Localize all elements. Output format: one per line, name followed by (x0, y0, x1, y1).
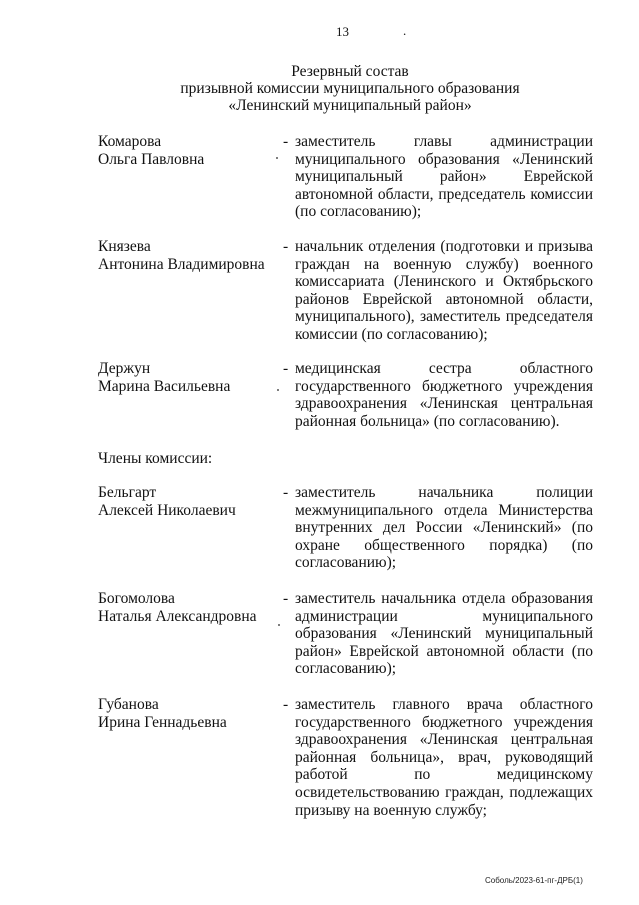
entry-dash: - (283, 590, 289, 607)
person-position: медицинская сестра областного государственного бюджетного учреждения здравоохранения «Ленинская центральная районная больница» (по согласованию). (295, 360, 593, 430)
person-name (98, 238, 283, 273)
scan-speck (278, 624, 280, 626)
person-name (98, 696, 283, 731)
person-given-name: Марина Васильевна (98, 377, 231, 395)
page-number: 13 (336, 24, 349, 39)
person-surname: Комарова (98, 133, 162, 150)
person-position: начальник отделения (подготовки и призыва граждан на военную службу) военного комиссариата (Ленинского и Октябрьского районов Еврейской автономной области, муниципального), заместитель председателя комиссии (по согласованию); (295, 238, 593, 343)
entry-dash: - (283, 696, 289, 713)
page-dot: . (403, 23, 407, 38)
person-surname: Держун (98, 360, 151, 377)
person-position: заместитель главы администрации муниципального образования «Ленинский муниципальный район» Еврейской автономной области, председатель комиссии (по согласованию); (295, 133, 593, 221)
scan-speck (277, 389, 279, 391)
title-line-3: «Ленинский муниципальный район» (228, 97, 472, 114)
person-given-name: Ольга Павловна (98, 150, 205, 168)
scan-speck (276, 157, 278, 159)
title-line-1: Резервный состав (291, 63, 409, 80)
person-name (98, 590, 283, 625)
entry-dash: - (283, 133, 289, 150)
person-name (98, 133, 283, 168)
document-title (140, 63, 560, 114)
person-surname: Бельгарт (98, 484, 157, 501)
person-given-name: Алексей Николаевич (98, 501, 236, 519)
person-position: заместитель начальника полиции межмуниципального отдела Министерства внутренних дел России «Ленинский» (по охране общественного порядка) (по согласованию); (295, 484, 593, 572)
person-name (98, 484, 283, 519)
entry-dash: - (283, 360, 289, 377)
person-position: заместитель начальника отдела образования администрации муниципального образования «Ленинский муниципальный район» Еврейской автономной области (по согласованию); (295, 590, 593, 678)
person-name (98, 360, 283, 395)
person-given-name: Антонина Владимировна (98, 255, 265, 273)
entry-dash: - (283, 484, 289, 501)
person-given-name: Ирина Геннадьевна (98, 713, 227, 731)
person-surname: Богомолова (98, 590, 175, 607)
section-heading-members: Члены комиссии: (98, 450, 213, 467)
document-code: Соболь/2023-61-пг-ДРБ(1) (485, 876, 583, 885)
person-surname: Князева (98, 238, 151, 255)
entry-dash: - (283, 238, 289, 255)
person-surname: Губанова (98, 696, 159, 713)
person-position: заместитель главного врача областного государственного бюджетного учреждения здравоохранения «Ленинская центральная районная больница», врач, руководящий работой по медицинскому освидетельствованию граждан, подлежащих призыву на военную службу; (295, 696, 593, 819)
person-given-name: Наталья Александровна (98, 607, 257, 625)
title-line-2: призывной комиссии муниципального образования (180, 80, 520, 97)
